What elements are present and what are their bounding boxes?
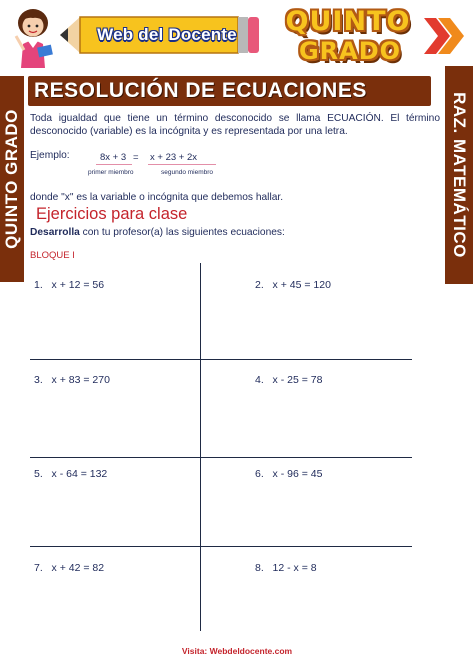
problem-7 (34, 562, 104, 574)
grade-title-line2: GRADO (298, 37, 402, 65)
instruction-rest: con tu profesor(a) las siguientes ecuaciones: (79, 227, 285, 238)
underline-left (96, 164, 132, 165)
grid-divider-vertical (200, 263, 201, 631)
example-label: Ejemplo: (30, 150, 70, 161)
section-title: Ejercicios para clase (36, 205, 188, 223)
problem-2 (255, 279, 331, 291)
problem-equation: x - 96 = 45 (272, 468, 323, 480)
problem-6 (255, 468, 322, 480)
instruction-bold: Desarrolla (30, 227, 80, 238)
problem-equation: x + 42 = 82 (51, 562, 105, 574)
problem-number: 2. (255, 279, 264, 291)
problem-equation: x + 12 = 56 (51, 279, 105, 291)
variable-note: donde "x" es la variable o incógnita que debemos hallar. (30, 192, 284, 203)
grid-divider-row1 (30, 359, 412, 360)
side-label-right-text: RAZ. MATEMÁTICO (450, 92, 469, 258)
problem-number: 3. (34, 374, 43, 386)
teacher-mascot-icon (8, 6, 58, 70)
problem-equation: x - 25 = 78 (272, 374, 323, 386)
problem-number: 4. (255, 374, 264, 386)
problem-number: 1. (34, 279, 43, 291)
brand-logo-text: Web del Docente (97, 25, 237, 44)
footer-website-link[interactable]: Visita: Webdeldocente.com (181, 646, 293, 656)
example-left-member: 8x + 3 (100, 152, 127, 163)
chevron-arrows-icon (420, 14, 468, 58)
side-label-left-text: QUINTO GRADO (2, 109, 21, 249)
grade-title-line1: QUINTO (285, 6, 411, 37)
example-right-member: x + 23 + 2x (150, 152, 198, 163)
page-title: RESOLUCIÓN DE ECUACIONES (34, 79, 367, 102)
instruction-text (30, 227, 285, 238)
problem-equation: 12 - x = 8 (272, 562, 317, 574)
problem-8 (255, 562, 317, 574)
grid-divider-row2 (30, 457, 412, 458)
problem-1 (34, 279, 104, 291)
problem-number: 5. (34, 468, 43, 480)
side-label-right (445, 66, 473, 284)
problem-number: 8. (255, 562, 264, 574)
problem-equation: x + 83 = 270 (51, 374, 110, 386)
problem-number: 6. (255, 468, 264, 480)
side-label-left (0, 76, 24, 282)
intro-paragraph: Toda igualdad que tiene un término desconocido se llama ECUACIÓN. El término desconocido (variable) es la incógnita y es representada por una letra. (30, 113, 440, 137)
block-label: BLOQUE I (30, 250, 75, 261)
caption-first-member: primer miembro (88, 169, 134, 176)
caption-second-member: segundo miembro (161, 169, 214, 176)
problem-equation: x - 64 = 132 (51, 468, 108, 480)
underline-right (148, 164, 216, 165)
problem-equation: x + 45 = 120 (272, 279, 331, 291)
problem-3 (34, 374, 110, 386)
problem-4 (255, 374, 322, 386)
example-equals-sign: = (133, 152, 139, 163)
problem-5 (34, 468, 107, 480)
grid-divider-row3 (30, 546, 412, 547)
problem-number: 7. (34, 562, 43, 574)
